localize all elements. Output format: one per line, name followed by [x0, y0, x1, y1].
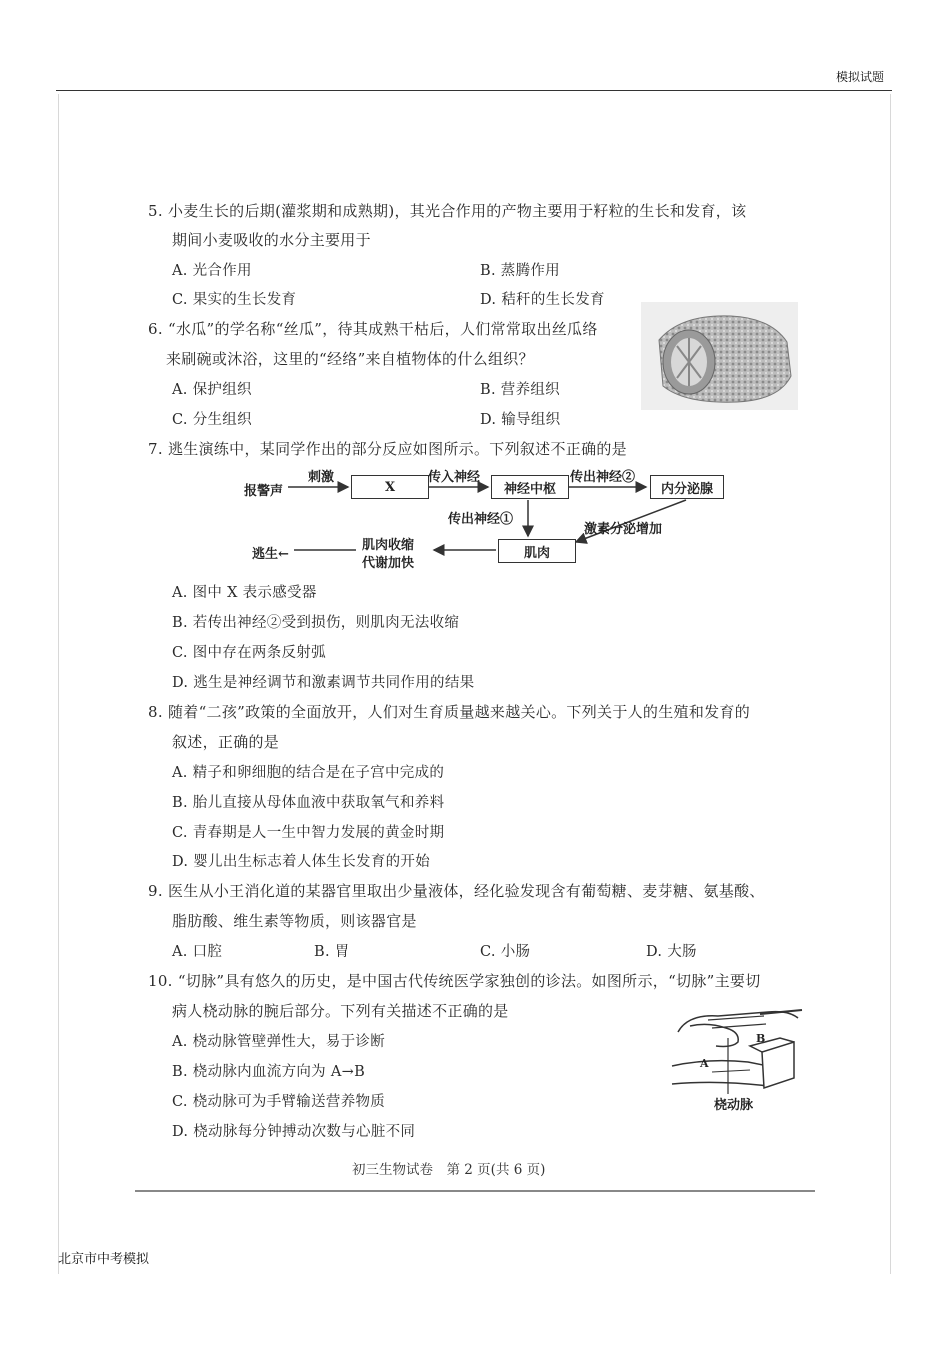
q5-stem-line-2: 期间小麦吸收的水分主要用于 [172, 231, 371, 249]
q6-stem-line-2: 来刷碗或沐浴，这里的“经络”来自植物体的什么组织？ [166, 350, 534, 368]
diagram-effect-2: 代谢加快 [362, 556, 415, 571]
q5-option-d: D. 秸秆的生长发育 [480, 292, 605, 308]
q8-option-a: A. 精子和卵细胞的结合是在子宫中完成的 [172, 765, 445, 781]
q10-option-c: C. 桡动脉可为手臂输送营养物质 [172, 1094, 386, 1110]
footer-rule [135, 1190, 815, 1192]
pulse-label-a: A [700, 1057, 709, 1070]
diagram-efferent1: 传出神经① [448, 512, 514, 527]
q9-option-b: B. 胃 [314, 944, 350, 960]
pulse-figure [668, 1002, 808, 1114]
q7-option-c: C. 图中存在两条反射弧 [172, 645, 326, 661]
q6-stem-line-1: 6. “水瓜”的学名称“丝瓜”，待其成熟干枯后，人们常常取出丝瓜络 [148, 320, 598, 338]
header-rule [56, 90, 892, 91]
q10-stem-line-1: 10. “切脉”具有悠久的历史，是中国古代传统医学家独创的诊法。如图所示，“切脉”主要切 [148, 972, 761, 990]
q6-option-d: D. 输导组织 [480, 412, 561, 428]
diagram-alarm: 报警声 [244, 484, 284, 499]
q7-stem-line-1: 7. 逃生演练中，某同学作出的部分反应如图所示。下列叙述不正确的是 [148, 440, 627, 458]
diagram-stimulus: 刺激 [308, 470, 335, 485]
q5-option-b: B. 蒸腾作用 [480, 263, 560, 279]
q10-option-a: A. 桡动脉管壁弹性大，易于诊断 [172, 1034, 385, 1050]
q7-option-d: D. 逃生是神经调节和激素调节共同作用的结果 [172, 675, 475, 691]
q9-stem-line-2: 脂肪酸、维生素等物质，则该器官是 [172, 912, 417, 930]
q5-option-c: C. 果实的生长发育 [172, 292, 297, 308]
pulse-caption: 桡动脉 [714, 1098, 754, 1113]
diagram-box-gland: 内分泌腺 [650, 475, 724, 499]
diagram-box-x: X [351, 475, 429, 499]
q7-option-a: A. 图中 X 表示感受器 [172, 585, 317, 601]
q10-stem-line-2: 病人桡动脉的腕后部分。下列有关描述不正确的是 [172, 1002, 509, 1020]
q6-option-b: B. 营养组织 [480, 382, 560, 398]
q7-option-b: B. 若传出神经②受到损伤，则肌肉无法收缩 [172, 615, 460, 631]
q9-option-d: D. 大肠 [646, 944, 697, 960]
diagram-box-center: 神经中枢 [491, 475, 569, 499]
q6-option-c: C. 分生组织 [172, 412, 252, 428]
loofah-photo [641, 302, 798, 410]
q9-option-a: A. 口腔 [172, 944, 223, 960]
diagram-escape: 逃生← [252, 547, 289, 562]
q9-option-c: C. 小肠 [480, 944, 531, 960]
pulse-label-b: B [756, 1032, 766, 1045]
diagram-afferent: 传入神经 [428, 470, 481, 485]
q5-stem-line-1: 5. 小麦生长的后期(灌浆期和成熟期)，其光合作用的产物主要用于籽粒的生长和发育，该 [148, 202, 747, 220]
footer-label: 北京市中考模拟 [58, 1252, 150, 1267]
q10-option-b: B. 桡动脉内血流方向为 A→B [172, 1064, 366, 1080]
diagram-effect-1: 肌肉收缩 [362, 538, 415, 553]
q8-option-c: C. 青春期是人一生中智力发展的黄金时期 [172, 825, 445, 841]
diagram-box-muscle: 肌肉 [498, 539, 576, 563]
q10-option-d: D. 桡动脉每分钟搏动次数与心脏不同 [172, 1124, 416, 1140]
q8-option-b: B. 胎儿直接从母体血液中获取氧气和养料 [172, 795, 445, 811]
q8-stem-line-1: 8. 随着“二孩”政策的全面放开，人们对生育质量越来越关心。下列关于人的生殖和发育的 [148, 703, 751, 721]
scan-border-left [58, 94, 59, 1274]
q6-option-a: A. 保护组织 [172, 382, 252, 398]
page-number: 初三生物试卷 第 2 页(共 6 页) [352, 1162, 546, 1178]
scan-border-right [890, 94, 891, 1274]
header-label: 模拟试题 [836, 70, 885, 84]
q8-stem-line-2: 叙述，正确的是 [172, 733, 280, 751]
reflex-diagram [238, 462, 738, 582]
diagram-hormone: 激素分泌增加 [584, 522, 663, 537]
diagram-efferent2: 传出神经② [570, 470, 636, 485]
q9-stem-line-1: 9. 医生从小王消化道的某器官里取出少量液体，经化验发现含有葡萄糖、麦芽糖、氨基酸、 [148, 882, 765, 900]
q5-option-a: A. 光合作用 [172, 263, 252, 279]
q8-option-d: D. 婴儿出生标志着人体生长发育的开始 [172, 854, 431, 870]
